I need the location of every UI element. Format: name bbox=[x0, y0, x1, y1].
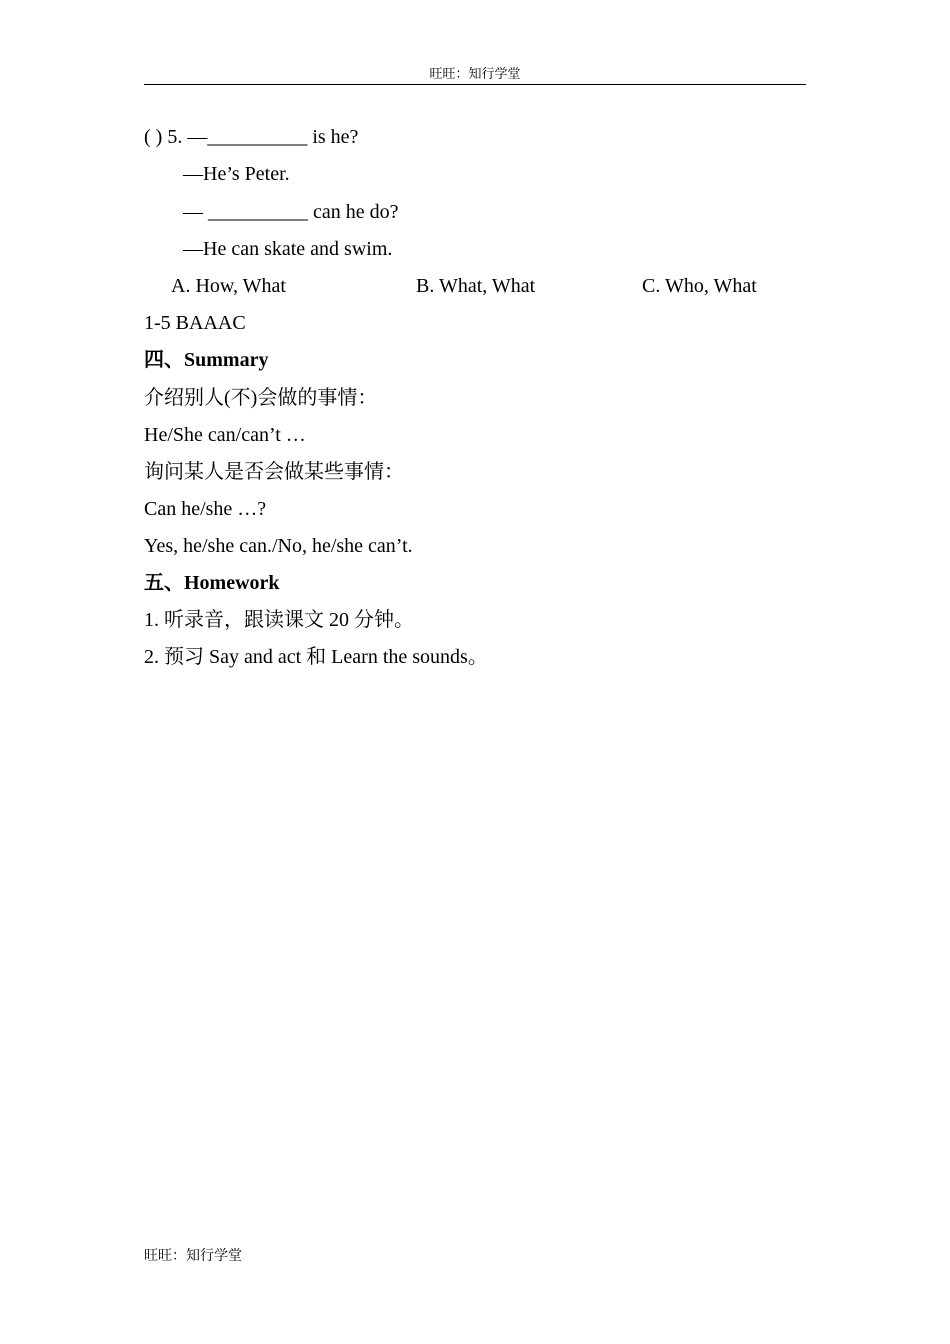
dialogue-line-1: —He’s Peter. bbox=[183, 163, 290, 185]
option-a: A. How, What bbox=[171, 275, 286, 297]
homework-item-1: 1. 听录音，跟读课文 20 分钟。 bbox=[144, 609, 414, 631]
option-b: B. What, What bbox=[416, 275, 536, 297]
summary-line-5: Yes, he/she can./No, he/she can’t. bbox=[144, 535, 413, 557]
question-stem: ( ) 5. —__________ is he? bbox=[144, 126, 359, 148]
summary-line-4: Can he/she …? bbox=[144, 498, 267, 520]
page-footer: 旺旺：知行学堂 bbox=[144, 1249, 242, 1264]
summary-line-3: 询问某人是否会做某些事情： bbox=[144, 461, 404, 483]
summary-heading: 四、Summary bbox=[144, 349, 269, 371]
summary-line-1: 介绍别人(不)会做的事情： bbox=[144, 387, 378, 409]
dialogue-line-2: — __________ can he do? bbox=[183, 201, 399, 223]
homework-item-2: 2. 预习 Say and act 和 Learn the sounds。 bbox=[144, 646, 488, 668]
answer-key: 1-5 BAAAC bbox=[144, 312, 246, 334]
dialogue-line-3: —He can skate and swim. bbox=[183, 238, 393, 260]
page-header: 旺旺：知行学堂 bbox=[144, 64, 806, 85]
summary-line-2: He/She can/can’t … bbox=[144, 424, 306, 446]
option-c: C. Who, What bbox=[642, 275, 757, 297]
homework-heading: 五、Homework bbox=[144, 572, 280, 594]
